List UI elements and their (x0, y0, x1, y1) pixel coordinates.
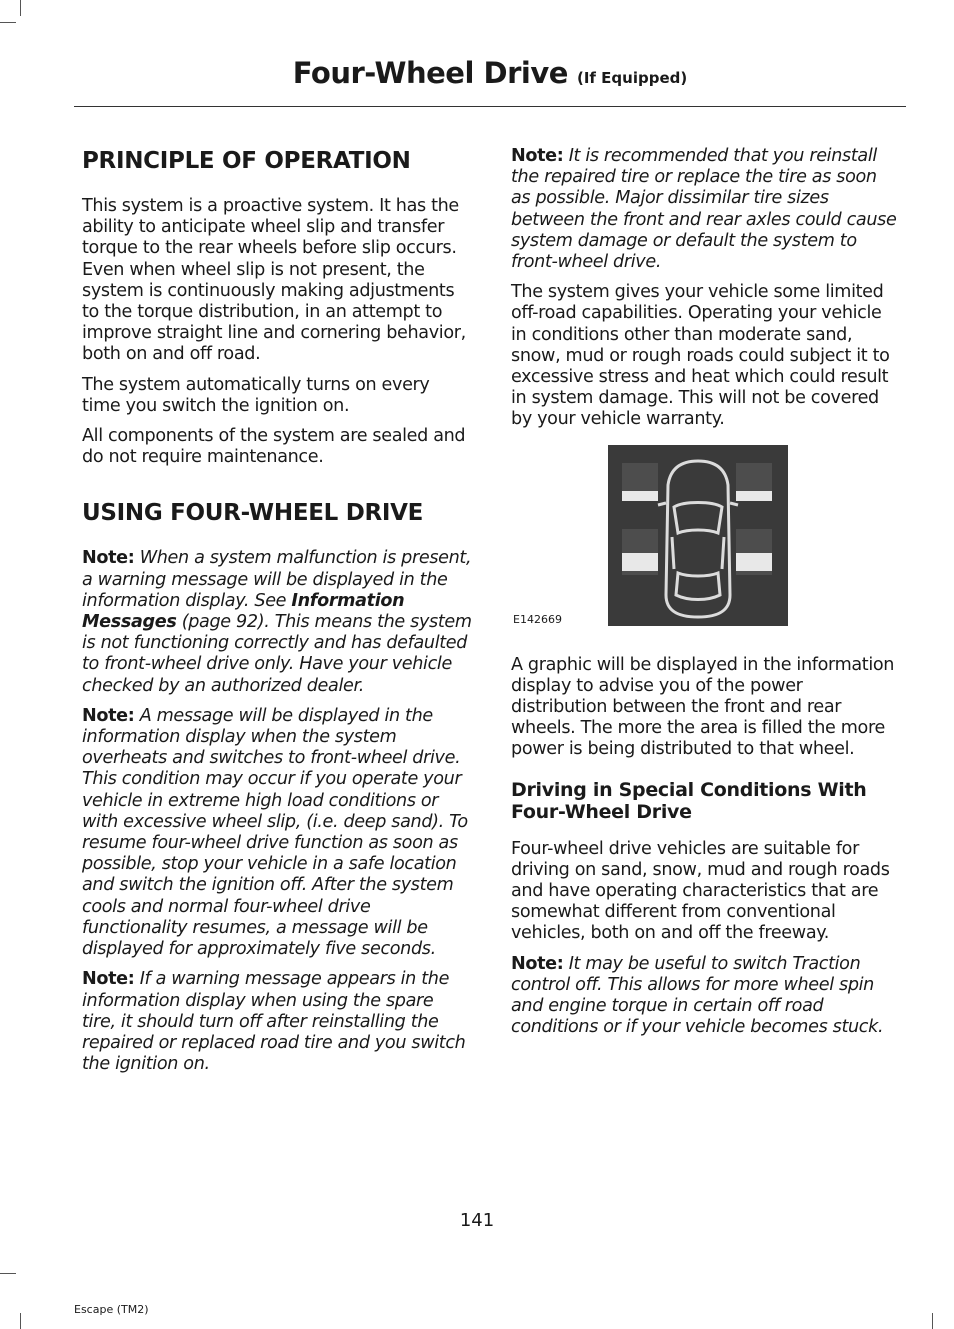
note-label: Note: (82, 548, 135, 569)
note-text: This means the system is not functioning correctly and has defaulted to front-wheel drive only. Have your vehicle checked by an authorized dealer. (82, 612, 472, 696)
car-torque-graphic (608, 445, 788, 626)
note-spare-tire (82, 969, 472, 1075)
paragraph: Four-wheel drive vehicles are suitable for driving on sand, snow, mud and rough roads and have operating characteristics that are somewhat different from conventional vehicles, both on and off the freeway. (511, 838, 890, 944)
note-reinstall (511, 146, 901, 273)
note-label: Note: (511, 953, 564, 974)
page-header (74, 56, 906, 90)
paragraph: This system is a proactive system. It has the ability to anticipate wheel slip and transfer torque to the rear wheels before slip occurs. Even when wheel slip is not present, the system is continuously making adjustments to the torque distribution, in an attempt to improve straight line and cornering behavior, both on and off road. (82, 196, 466, 365)
left-column (82, 146, 472, 1084)
cross-reference-link[interactable]: Information Messages (82, 590, 405, 633)
header-rule (74, 106, 906, 107)
paragraph: The system gives your vehicle some limited off-road capabilities. Operating your vehicle in conditions other than moderate sand, snow, mud or rough roads could subject it to excessive stress and heat which could result in system damage. This will not be covered by your vehicle warranty. (511, 282, 890, 430)
wheel-front-right (736, 463, 772, 501)
crop-mark (20, 1313, 21, 1329)
paragraph: The system automatically turns on every time you switch the ignition on. (82, 374, 430, 416)
page-number: 141 (459, 1210, 495, 1231)
paragraph: All components of the system are sealed and do not require maintenance. (82, 426, 466, 468)
figure-label: E142669 (513, 612, 562, 626)
crop-mark (0, 22, 16, 23)
note-text: A message will be displayed in the information display when the system overheats and switches to front-wheel drive. This condition may occur if you operate your vehicle in extreme high load conditions or with excessive wheel slip, (i.e. deep sand). To resume four-wheel drive function as soon as possible, stop your vehicle in a safe location and switch the ignition off. After the system cools and normal four-wheel drive functionality resumes, a message will be displayed for approximately five seconds. (82, 705, 468, 960)
note-malfunction (82, 548, 472, 696)
page-reference: (page 92). (181, 612, 270, 633)
section-heading-principle: PRINCIPLE OF OPERATION (82, 148, 411, 174)
awd-display-figure (511, 445, 901, 643)
note-text: When a system malfunction is present, a warning message will be displayed in the information display. See (82, 548, 472, 611)
note-text: It may be useful to switch Traction control off. This allows for more wheel spin and engine torque in certain off road conditions or if your vehicle becomes stuck. (511, 953, 884, 1038)
note-text: It is recommended that you reinstall the repaired tire or replace the tire as soon as possible. Major dissimilar tire sizes between the front and rear axles could cause system damage or default the system to front-wheel drive. (511, 146, 897, 273)
paragraph: A graphic will be displayed in the information display to advise you of the power distribution between the front and rear wheels. The more the area is filled the more power is being distributed to that wheel. (511, 654, 895, 760)
right-column (511, 146, 901, 1047)
page-subtitle: (If Equipped) (577, 69, 688, 87)
note-traction-control (511, 954, 901, 1039)
subsection-heading-special-conditions: Driving in Special Conditions With Four-Wheel Drive (511, 778, 867, 823)
crop-mark (0, 1273, 16, 1274)
note-label: Note: (82, 705, 135, 726)
page-title: Four-Wheel Drive (292, 56, 568, 90)
crop-mark (20, 0, 21, 16)
note-overheat (82, 706, 472, 960)
crop-mark (932, 1313, 933, 1329)
note-text: If a warning message appears in the information display when using the spare tire, it should turn off after reinstalling the repaired or replaced road tire and you switch the ignition on. (82, 969, 466, 1075)
wheel-rear-right (736, 529, 772, 575)
note-label: Note: (82, 969, 135, 990)
footer-model: Escape (TM2) (74, 1303, 149, 1316)
wheel-rear-left (622, 529, 658, 575)
section-heading-using: USING FOUR-WHEEL DRIVE (82, 500, 424, 527)
wheel-front-left (622, 463, 658, 501)
note-label: Note: (511, 146, 564, 166)
